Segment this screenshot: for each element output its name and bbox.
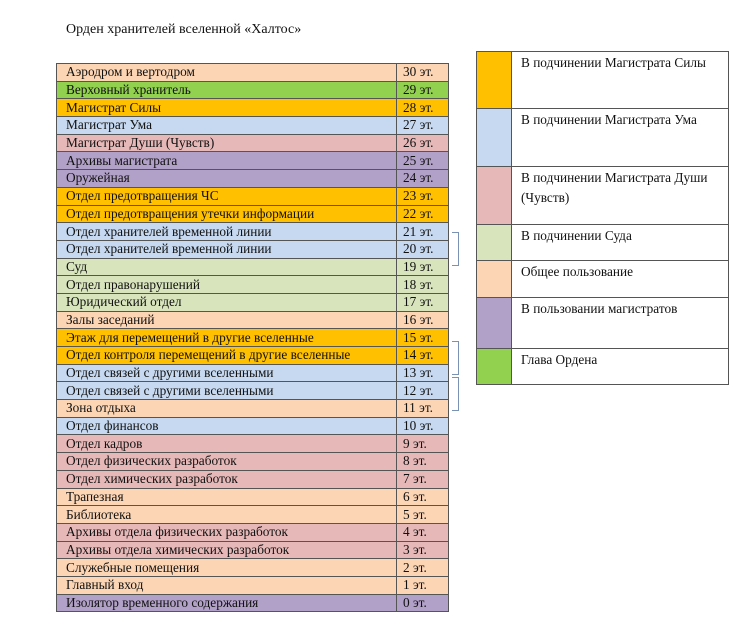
floor-room-name: Служебные помещения [57, 559, 397, 577]
floor-row [57, 117, 449, 135]
legend-row [477, 52, 729, 109]
floor-room-name: Верховный хранитель [57, 81, 397, 99]
floor-room-name: Зона отдыха [57, 400, 397, 418]
floor-number: 16 эт. [397, 311, 449, 329]
legend-swatch [477, 52, 512, 109]
legend-row [477, 167, 729, 225]
floor-number: 1 эт. [397, 576, 449, 594]
floor-number: 23 эт. [397, 187, 449, 205]
floor-row [57, 576, 449, 594]
floor-room-name: Трапезная [57, 488, 397, 506]
floor-room-name: Отдел предотвращения ЧС [57, 187, 397, 205]
floor-room-name: Юридический отдел [57, 293, 397, 311]
floor-room-name: Суд [57, 258, 397, 276]
floor-room-name: Этаж для перемещений в другие вселенные [57, 329, 397, 347]
legend-row [477, 349, 729, 385]
floor-row [57, 364, 449, 382]
floor-row [57, 435, 449, 453]
legend-label: В подчинении Магистрата Души (Чувств) [512, 167, 729, 225]
legend-row [477, 261, 729, 298]
floor-number: 20 эт. [397, 240, 449, 258]
floor-row [57, 523, 449, 541]
floor-row [57, 541, 449, 559]
floor-room-name: Архивы магистрата [57, 152, 397, 170]
legend-swatch [477, 167, 512, 225]
floor-row [57, 453, 449, 471]
floor-row [57, 470, 449, 488]
floor-room-name: Библиотека [57, 506, 397, 524]
floor-number: 12 эт. [397, 382, 449, 400]
floor-row [57, 329, 449, 347]
floor-number: 27 эт. [397, 117, 449, 135]
legend-row [477, 298, 729, 349]
floor-number: 13 эт. [397, 364, 449, 382]
floor-number: 25 эт. [397, 152, 449, 170]
legend-row [477, 109, 729, 167]
floor-row [57, 81, 449, 99]
floor-row [57, 488, 449, 506]
floor-number: 14 эт. [397, 347, 449, 365]
floor-room-name: Магистрат Ума [57, 117, 397, 135]
floor-number: 6 эт. [397, 488, 449, 506]
legend-label: В пользовании магистратов [512, 298, 729, 349]
floor-room-name: Аэродром и вертодром [57, 64, 397, 82]
floor-number: 29 эт. [397, 81, 449, 99]
floor-row [57, 347, 449, 365]
legend-swatch [477, 349, 512, 385]
floor-room-name: Отдел хранителей временной линии [57, 240, 397, 258]
floor-row [57, 293, 449, 311]
floor-row [57, 400, 449, 418]
floor-number: 17 эт. [397, 293, 449, 311]
floor-room-name: Отдел предотвращения утечки информации [57, 205, 397, 223]
floor-row [57, 311, 449, 329]
floor-room-name: Магистрат Души (Чувств) [57, 134, 397, 152]
floor-row [57, 258, 449, 276]
floor-room-name: Отдел физических разработок [57, 453, 397, 471]
legend-table [476, 51, 729, 385]
floor-number: 11 эт. [397, 400, 449, 418]
floor-number: 5 эт. [397, 506, 449, 524]
legend-label: В подчинении Суда [512, 225, 729, 261]
floor-number: 7 эт. [397, 470, 449, 488]
floor-room-name: Отдел правонарушений [57, 276, 397, 294]
floor-room-name: Залы заседаний [57, 311, 397, 329]
floor-row [57, 170, 449, 188]
floor-room-name: Магистрат Силы [57, 99, 397, 117]
floor-number: 28 эт. [397, 99, 449, 117]
floor-number: 0 эт. [397, 594, 449, 612]
floor-room-name: Отдел хранителей временной линии [57, 223, 397, 241]
floor-room-name: Отдел химических разработок [57, 470, 397, 488]
legend-swatch [477, 225, 512, 261]
legend-label: В подчинении Магистрата Силы [512, 52, 729, 109]
floor-room-name: Отдел связей с другими вселенными [57, 382, 397, 400]
floor-row [57, 506, 449, 524]
legend-label: Глава Ордена [512, 349, 729, 385]
floor-number: 24 эт. [397, 170, 449, 188]
floor-row [57, 152, 449, 170]
floor-room-name: Отдел связей с другими вселенными [57, 364, 397, 382]
group-bracket-relations [452, 377, 459, 411]
floor-number: 8 эт. [397, 453, 449, 471]
floor-number: 10 эт. [397, 417, 449, 435]
floor-number: 19 эт. [397, 258, 449, 276]
legend-swatch [477, 298, 512, 349]
group-bracket-travel [452, 341, 459, 375]
legend-label: Общее пользование [512, 261, 729, 298]
floor-row [57, 240, 449, 258]
floor-row [57, 223, 449, 241]
legend-label: В подчинении Магистрата Ума [512, 109, 729, 167]
floor-number: 2 эт. [397, 559, 449, 577]
floor-row [57, 64, 449, 82]
floor-room-name: Отдел контроля перемещений в другие вселенные [57, 347, 397, 365]
floor-row [57, 205, 449, 223]
floor-room-name: Отдел кадров [57, 435, 397, 453]
floor-number: 18 эт. [397, 276, 449, 294]
floor-row [57, 559, 449, 577]
floor-room-name: Оружейная [57, 170, 397, 188]
floor-number: 15 эт. [397, 329, 449, 347]
floor-row [57, 382, 449, 400]
floor-room-name: Архивы отдела физических разработок [57, 523, 397, 541]
floor-room-name: Изолятор временного содержания [57, 594, 397, 612]
floor-row [57, 99, 449, 117]
floor-row [57, 417, 449, 435]
legend-swatch [477, 109, 512, 167]
floor-row [57, 134, 449, 152]
floor-number: 21 эт. [397, 223, 449, 241]
floor-number: 26 эт. [397, 134, 449, 152]
legend-row [477, 225, 729, 261]
floor-room-name: Архивы отдела химических разработок [57, 541, 397, 559]
page-title: Орден хранителей вселенной «Халтос» [66, 22, 302, 37]
legend-swatch [477, 261, 512, 298]
floor-room-name: Главный вход [57, 576, 397, 594]
floor-number: 9 эт. [397, 435, 449, 453]
floor-row [57, 594, 449, 612]
floor-number: 4 эт. [397, 523, 449, 541]
floor-room-name: Отдел финансов [57, 417, 397, 435]
floor-row [57, 187, 449, 205]
floor-number: 3 эт. [397, 541, 449, 559]
floor-number: 30 эт. [397, 64, 449, 82]
group-bracket-time-line [452, 232, 459, 266]
floor-row [57, 276, 449, 294]
floor-number: 22 эт. [397, 205, 449, 223]
floors-table [56, 63, 449, 612]
